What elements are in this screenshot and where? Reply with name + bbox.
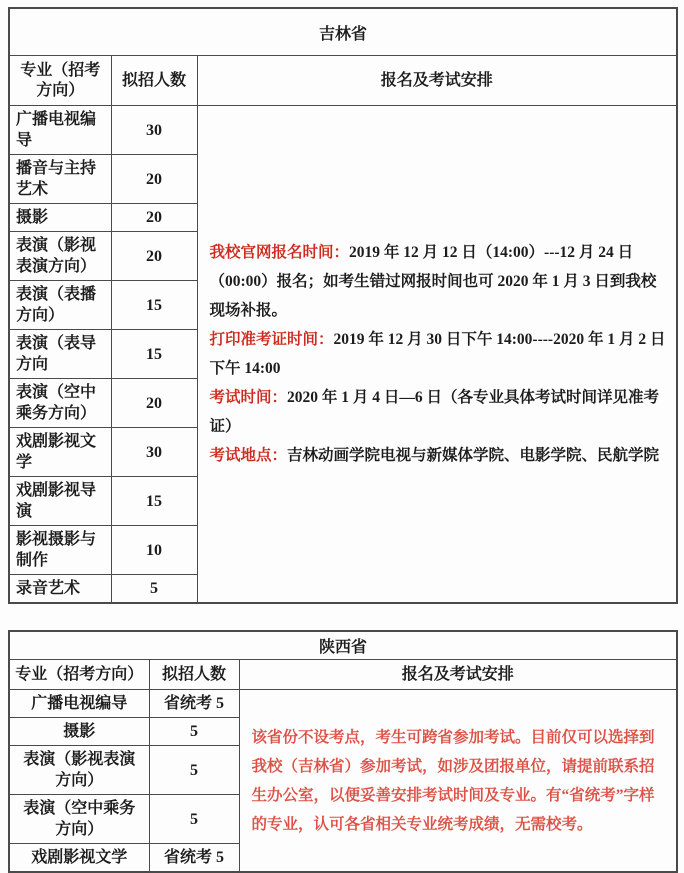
note-segment: 2019 年 12 月 12 日（14:00）---12 月 24 日（00:00）报名；如考生错过网报时间也可 2020 年 1 月 3 日到我校现场补报。	[209, 244, 657, 319]
shaanxi-province-table	[8, 630, 678, 873]
quota-cell: 省统考 5	[149, 844, 239, 873]
quota-cell: 5	[149, 795, 239, 844]
quota-cell: 20	[111, 155, 197, 204]
note-segment: 该省份不设考点，考生可跨省参加考试。目前仅可以选择到我校（吉林省）参加考试，如涉及团报单位，请提前联系招生办公室，以便妥善安排考试时间及专业。有“省统考”字样的专业，认可各省相关专业统考成绩，无需校考。	[251, 728, 655, 833]
major-cell: 摄影	[9, 204, 111, 232]
note-segment: 考试地点：	[209, 447, 288, 464]
major-cell: 戏剧影视文学	[9, 844, 149, 873]
quota-cell: 20	[111, 379, 197, 428]
note-segment: 打印准考证时间：	[209, 331, 334, 348]
province-title-row	[9, 631, 677, 660]
quota-cell: 15	[111, 281, 197, 330]
province-title-row	[9, 8, 677, 56]
column-header-arrangement: 报名及考试安排	[197, 56, 677, 106]
quota-cell: 20	[111, 232, 197, 281]
column-header-arrangement: 报名及考试安排	[239, 660, 677, 690]
major-cell: 表演（空中乘务方向）	[9, 795, 149, 844]
note-segment: 吉林动画学院电视与新媒体学院、电影学院、民航学院	[287, 447, 660, 464]
jilin-province-table	[8, 7, 678, 604]
major-cell: 戏剧影视导演	[9, 477, 111, 526]
table-row	[9, 690, 677, 718]
major-cell: 录音艺术	[9, 575, 111, 604]
province-title: 陕西省	[9, 631, 677, 660]
note-paragraph	[210, 383, 669, 441]
major-cell: 表演（表播方向）	[9, 281, 111, 330]
note-paragraph	[252, 723, 669, 839]
note-paragraph	[210, 325, 669, 383]
major-cell: 表演（空中乘务方向）	[9, 379, 111, 428]
major-cell: 表演（影视表演方向）	[9, 232, 111, 281]
column-header-quota: 拟招人数	[149, 660, 239, 690]
quota-cell: 省统考 5	[149, 690, 239, 718]
province-title: 吉林省	[9, 8, 677, 56]
column-header-major: 专业（招考方向）	[9, 660, 149, 690]
quota-cell: 30	[111, 428, 197, 477]
quota-cell: 30	[111, 106, 197, 155]
major-cell: 播音与主持艺术	[9, 155, 111, 204]
note-segment: 考试时间：	[209, 389, 288, 406]
notes-cell	[239, 690, 677, 873]
quota-cell: 20	[111, 204, 197, 232]
major-cell: 广播电视编导	[9, 690, 149, 718]
column-header-quota: 拟招人数	[111, 56, 197, 106]
quota-cell: 5	[111, 575, 197, 604]
quota-cell: 15	[111, 330, 197, 379]
major-cell: 戏剧影视文学	[9, 428, 111, 477]
table-row	[9, 106, 677, 155]
major-cell: 影视摄影与制作	[9, 526, 111, 575]
column-header-major: 专业（招考方向）	[9, 56, 111, 106]
note-paragraph	[210, 441, 669, 470]
column-header-row	[9, 56, 677, 106]
note-segment: 我校官网报名时间：	[209, 244, 350, 261]
quota-cell: 5	[149, 718, 239, 746]
quota-cell: 15	[111, 477, 197, 526]
column-header-row	[9, 660, 677, 690]
note-paragraph	[210, 238, 669, 325]
jilin-table-body	[9, 106, 677, 604]
major-cell: 表演（表导方向	[9, 330, 111, 379]
quota-cell: 10	[111, 526, 197, 575]
major-cell: 表演（影视表演方向）	[9, 746, 149, 795]
quota-cell: 5	[149, 746, 239, 795]
note-segment: 2019 年 12 月 30 日下午 14:00----2020 年 1 月 2 日下午 14:00	[209, 331, 666, 377]
major-cell: 广播电视编导	[9, 106, 111, 155]
note-segment: 2020 年 1 月 4 日—6 日（各专业具体考试时间详见准考证）	[209, 389, 660, 435]
shaanxi-table-body	[9, 690, 677, 873]
major-cell: 摄影	[9, 718, 149, 746]
notes-cell	[197, 106, 677, 604]
